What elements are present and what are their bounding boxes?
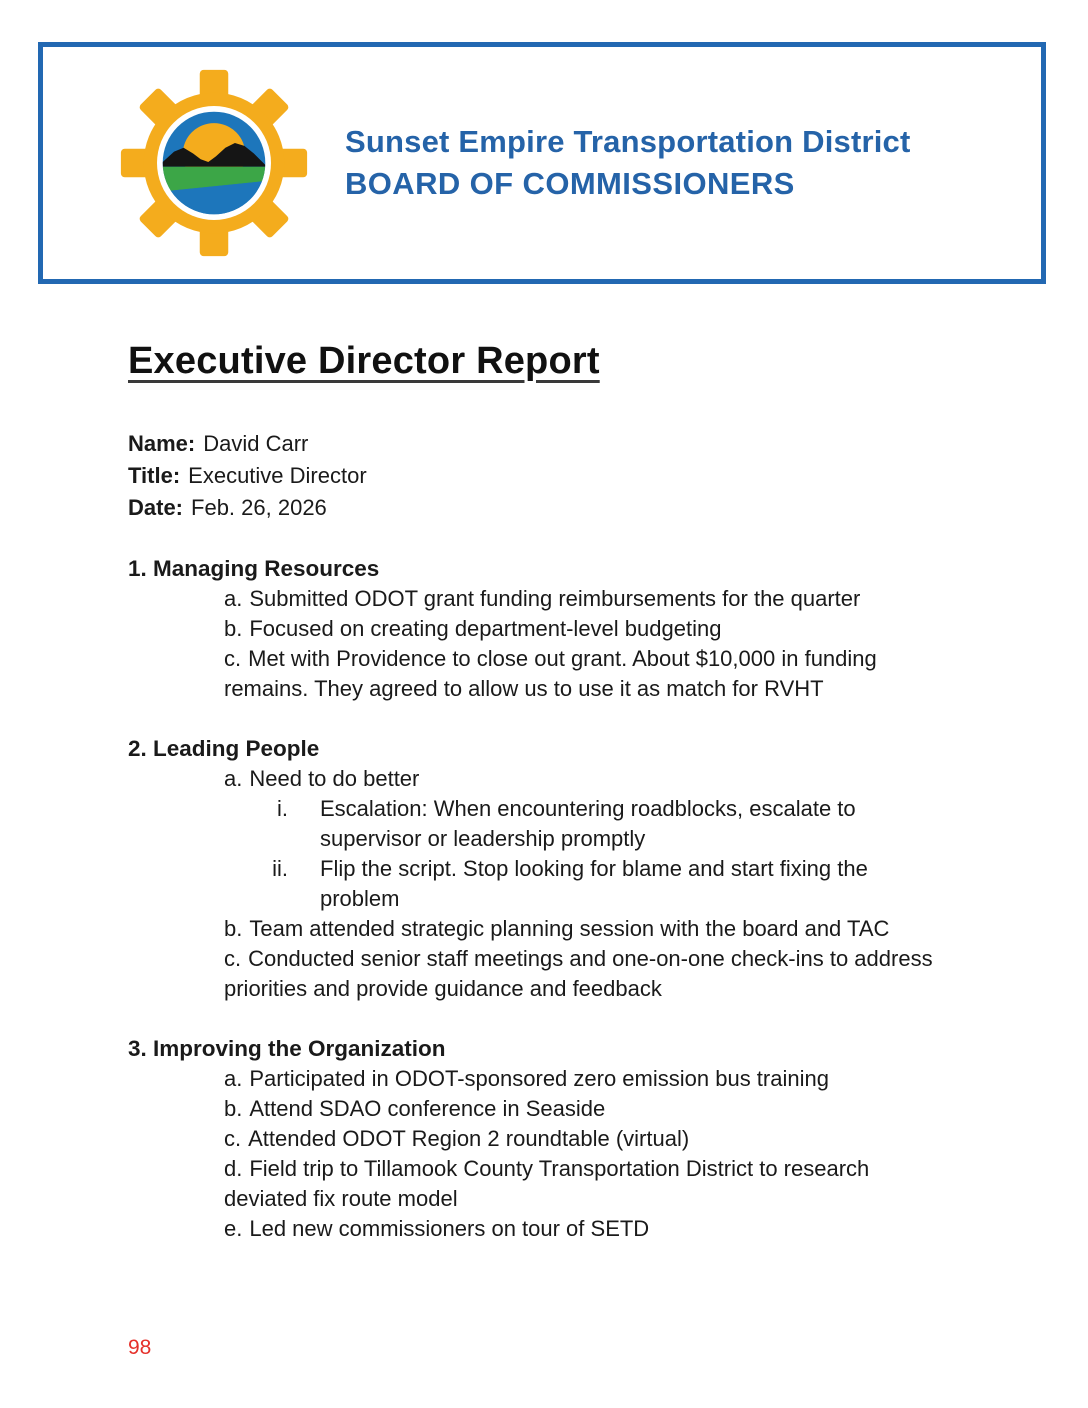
meta-title-value: Executive Director <box>188 463 367 488</box>
section-heading-improving-organization: 3. Improving the Organization <box>128 1036 446 1061</box>
meta-date-label: Date: <box>128 495 184 520</box>
report-meta <box>128 428 946 524</box>
list-item: b. Focused on creating department-level budgeting <box>224 616 722 641</box>
list-item: d. Field trip to Tillamook County Transportation District to research deviated fix route model <box>224 1156 870 1211</box>
list-item: c. Attended ODOT Region 2 roundtable (virtual) <box>224 1126 690 1151</box>
list-item: c. Met with Providence to close out grant. About $10,000 in funding remains. They agreed to allow us to use it as match for RVHT <box>224 646 877 701</box>
meta-name-label: Name: <box>128 431 196 456</box>
gear-sunset-logo-icon <box>119 68 309 258</box>
list-item: b. Attend SDAO conference in Seaside <box>224 1096 606 1121</box>
section-heading-managing-resources: 1. Managing Resources <box>128 556 380 581</box>
page-number: 98 <box>128 1336 152 1359</box>
list-item: b. Team attended strategic planning session with the board and TAC <box>224 916 890 941</box>
roman-marker: ii. <box>272 856 288 881</box>
meta-title <box>128 460 946 492</box>
section-items <box>128 1064 946 1244</box>
letterhead-box <box>38 42 1046 284</box>
section-items <box>128 764 946 1004</box>
roman-marker: i. <box>277 796 288 821</box>
list-item: a. Participated in ODOT-sponsored zero emission bus training <box>224 1066 829 1091</box>
section-heading-leading-people: 2. Leading People <box>128 736 320 761</box>
report-title: Executive Director Report <box>128 340 600 382</box>
list-item: a. Submitted ODOT grant funding reimbursements for the quarter <box>224 586 861 611</box>
org-subtitle: BOARD OF COMMISSIONERS <box>345 166 795 201</box>
list-item: c. Conducted senior staff meetings and one-on-one check-ins to address priorities and provide guidance and feedback <box>224 946 933 1001</box>
meta-date <box>128 492 946 524</box>
meta-title-label: Title: <box>128 463 181 488</box>
meta-name-value: David Carr <box>203 431 309 456</box>
list-item: a. Need to do better <box>224 766 420 791</box>
sub-list-item: ii. Flip the script. Stop looking for blame and start fixing the problem <box>224 854 946 914</box>
report-body <box>128 340 946 1244</box>
section-items <box>128 584 946 704</box>
sub-list-item: i. Escalation: When encountering roadblocks, escalate to supervisor or leadership promptly <box>224 794 946 854</box>
meta-date-value: Feb. 26, 2026 <box>191 495 327 520</box>
list-item: e. Led new commissioners on tour of SETD <box>224 1216 650 1241</box>
meta-name <box>128 428 946 460</box>
org-name: Sunset Empire Transportation District <box>345 124 911 159</box>
